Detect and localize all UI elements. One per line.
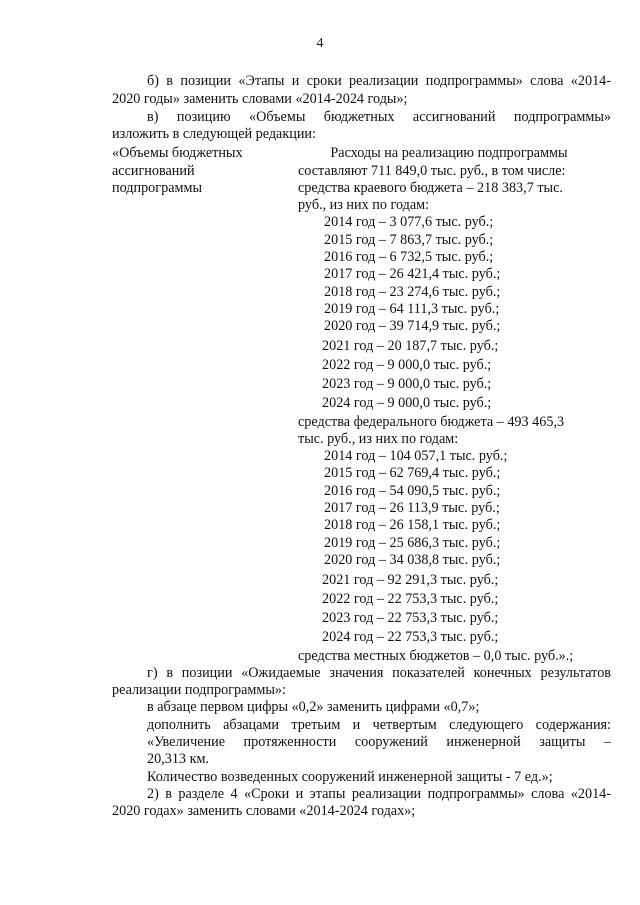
table-left-line-1: «Объемы бюджетных	[112, 145, 243, 161]
federal-year-row: 2015 год – 62 769,4 тыс. руб.;	[324, 465, 501, 481]
para-v-line-1: в) позицию «Объемы бюджетных ассигнований подпрограммы»	[147, 109, 611, 125]
para-g-quote-line-1: «Увеличение протяженности сооружений инженерной защиты –	[147, 734, 611, 750]
regional-budget-line-2: руб., из них по годам:	[298, 197, 430, 213]
regional-year-row: 2020 год – 39 714,9 тыс. руб.;	[324, 318, 501, 334]
federal-year-row: 2024 год – 22 753,3 тыс. руб.;	[322, 629, 499, 645]
regional-budget-line-1: средства краевого бюджета – 218 383,7 тыс.	[298, 180, 563, 196]
table-left-line-3: подпрограммы	[112, 180, 202, 196]
federal-year-row: 2018 год – 26 158,1 тыс. руб.;	[324, 517, 501, 533]
federal-year-row: 2016 год – 54 090,5 тыс. руб.;	[324, 483, 501, 499]
regional-year-row: 2021 год – 20 187,7 тыс. руб.;	[322, 338, 499, 354]
para-v-line-2: изложить в следующей редакции:	[112, 126, 316, 142]
regional-year-row: 2023 год – 9 000,0 тыс. руб.;	[322, 376, 492, 392]
para-g-line-2: реализации подпрограммы»:	[112, 682, 286, 698]
page-number: 4	[316, 36, 324, 51]
regional-year-row: 2014 год – 3 077,6 тыс. руб.;	[324, 214, 494, 230]
para-g-line-1: г) в позиции «Ожидаемые значения показателей конечных результатов	[147, 665, 611, 681]
para-g-add-abzac: дополнить абзацами третьим и четвертым следующего содержания:	[147, 717, 611, 733]
local-budget-line: средства местных бюджетов – 0,0 тыс. руб.».;	[298, 648, 574, 664]
table-right-heading: Расходы на реализацию подпрограммы	[330, 145, 568, 161]
regional-year-row: 2015 год – 7 863,7 тыс. руб.;	[324, 232, 494, 248]
para-g-count-line: Количество возведенных сооружений инженерной защиты - 7 ед.»;	[147, 769, 553, 785]
federal-budget-line-1: средства федерального бюджета – 493 465,3	[298, 414, 565, 430]
para-b-line-2: 2020 годы» заменить словами «2014-2024 годы»;	[112, 91, 408, 107]
federal-year-row: 2014 год – 104 057,1 тыс. руб.;	[324, 448, 508, 464]
regional-year-row: 2018 год – 23 274,6 тыс. руб.;	[324, 284, 501, 300]
regional-year-row: 2024 год – 9 000,0 тыс. руб.;	[322, 395, 492, 411]
federal-year-row: 2023 год – 22 753,3 тыс. руб.;	[322, 610, 499, 626]
para-2-line-1: 2) в разделе 4 «Сроки и этапы реализации подпрограммы» слова «2014-	[147, 786, 611, 802]
regional-year-row: 2022 год – 9 000,0 тыс. руб.;	[322, 357, 492, 373]
federal-year-row: 2017 год – 26 113,9 тыс. руб.;	[324, 500, 500, 516]
para-g-first-abzac: в абзаце первом цифры «0,2» заменить цифрами «0,7»;	[147, 699, 480, 715]
federal-year-row: 2020 год – 34 038,8 тыс. руб.;	[324, 552, 501, 568]
para-2-line-2: 2020 годах» заменить словами «2014-2024 годах»;	[112, 803, 416, 819]
federal-year-row: 2022 год – 22 753,3 тыс. руб.;	[322, 591, 499, 607]
federal-budget-line-2: тыс. руб., из них по годам:	[298, 431, 459, 447]
federal-year-row: 2021 год – 92 291,3 тыс. руб.;	[322, 572, 499, 588]
table-left-line-2: ассигнований	[112, 163, 195, 179]
table-right-total: составляют 711 849,0 тыс. руб., в том числе:	[298, 163, 566, 179]
regional-year-row: 2019 год – 64 111,3 тыс. руб.;	[324, 301, 500, 317]
regional-year-row: 2016 год – 6 732,5 тыс. руб.;	[324, 249, 494, 265]
federal-year-row: 2019 год – 25 686,3 тыс. руб.;	[324, 535, 501, 551]
para-g-quote-line-2: 20,313 км.	[147, 751, 209, 767]
regional-year-row: 2017 год – 26 421,4 тыс. руб.;	[324, 266, 501, 282]
para-b-line-1: б) в позиции «Этапы и сроки реализации подпрограммы» слова «2014-	[147, 73, 611, 89]
